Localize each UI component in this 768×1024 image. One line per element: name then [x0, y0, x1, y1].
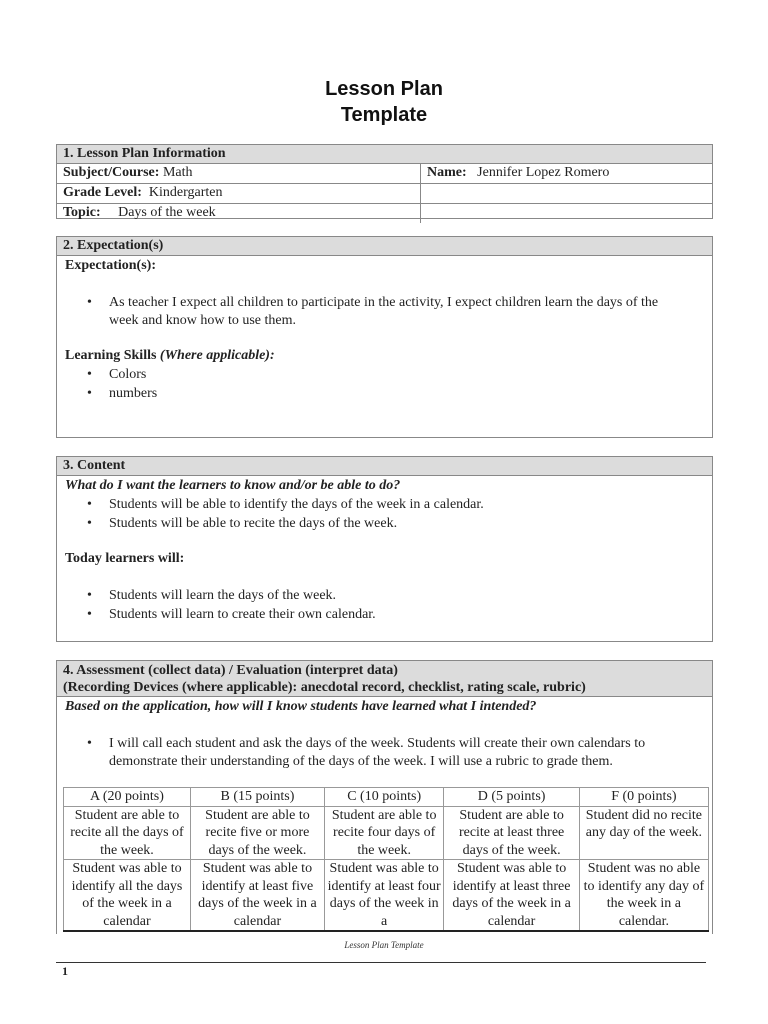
grade-value: Kindergarten [148, 185, 223, 200]
skills-label: Learning Skills [65, 348, 160, 363]
rubric-row [64, 806, 709, 860]
expectations-label: Expectation(s): [65, 258, 156, 273]
name-value: Jennifer Lopez Romero [477, 165, 610, 180]
rubric-cell: Student did no recite any day of the week. [579, 806, 708, 860]
rubric-cell: Student are able to recite at least three days of the week. [444, 806, 579, 860]
content-question: What do I want the learners to know and/or be able to do? [65, 478, 401, 493]
today-label: Today learners will: [65, 551, 185, 566]
title-line1: Lesson Plan [325, 78, 443, 100]
rubric-cell: Student was able to identify all the days of the week in a calendar [64, 860, 191, 932]
rubric-header: B (15 points) [190, 788, 324, 807]
assessment-line: demonstrate their understanding of the days of the week. I will use a rubric to grade them. [109, 754, 613, 769]
rubric-header: C (10 points) [324, 788, 443, 807]
rubric-table [63, 787, 709, 932]
section-content: 3. Content What do I want the learners to know and/or be able to do? • Students will be able to identify the days of the week in a calendar. • Students will be able to recite the days of the week. Today learners will: • Students will learn the days of the week. • Students will learn to create their own calendar. [56, 456, 713, 642]
skills-note: (Where applicable): [159, 348, 275, 363]
rubric-cell: Student are able to recite four days of the week. [324, 806, 443, 860]
rubric-cell: Student are able to recite five or more days of the week. [190, 806, 324, 860]
section-header: 3. Content [57, 457, 712, 476]
goal-item: Students will be able to identify the days of the week in a calendar. [109, 497, 484, 512]
expectation-line: week and know how to use them. [109, 313, 297, 328]
expectation-line: As teacher I expect all children to participate in the activity, I expect children learn the days of the [109, 295, 659, 310]
rubric-cell: Student are able to recite all the days of the week. [64, 806, 191, 860]
section-header: 4. Assessment (collect data) / Evaluation (interpret data) (Recording Devices (where applicable): anecdotal record, checklist, rating scale, rubric) [57, 661, 712, 697]
rubric-header: D (5 points) [444, 788, 579, 807]
goal-item: Students will be able to recite the days of the week. [109, 516, 398, 531]
assessment-question: Based on the application, how will I know students have learned what I intended? [65, 699, 537, 714]
name-label: Name: [427, 165, 467, 180]
topic-value: Days of the week [118, 205, 216, 220]
grade-label: Grade Level: [63, 185, 142, 200]
rubric-row [64, 860, 709, 932]
footer-text: Lesson Plan Template [344, 940, 424, 950]
rubric-header-row [64, 788, 709, 807]
assessment-line: I will call each student and ask the days of the week. Students will create their own calendars to [109, 736, 646, 751]
skill-item: Colors [109, 367, 147, 382]
page-number: 1 [62, 964, 68, 978]
section-lesson-info [56, 144, 713, 219]
section-header: 1. Lesson Plan Information [57, 145, 712, 164]
subject-value: Math [162, 165, 193, 180]
topic-label: Topic: [63, 205, 101, 220]
rubric-header: F (0 points) [579, 788, 708, 807]
section-header: 2. Expectation(s) [57, 237, 712, 256]
rubric-cell: Student was able to identify at least four days of the week in a [324, 860, 443, 932]
rubric-header: A (20 points) [64, 788, 191, 807]
rubric-cell: Student was able to identify at least five days of the week in a calendar [190, 860, 324, 932]
subject-label: Subject/Course: [63, 165, 160, 180]
title-line2: Template [340, 104, 428, 126]
today-item: Students will learn the days of the week. [109, 588, 337, 603]
rubric-cell: Student was no able to identify any day of the week in a calendar. [579, 860, 708, 932]
section-assessment: 4. Assessment (collect data) / Evaluation (interpret data) (Recording Devices (where applicable): anecdotal record, checklist, rating scale, rubric) Based on the application, how will I know students have learned what I intended? • I will call each student and ask the days of the week. Students will create their own calendars to demonstrate their understanding of the days of the week. I will use a rubric to grade them. A (20 points) B (15 points) C (10 points) D (5 points) F (0 points) Student are able to recite all the days of the week. Student are able to recite five or more days of the week. Student are able to recite four days of the week. Student are able to recite at least three days of the week. Student did no recite any day of the week. Student was able to identify all the days of the week in a calendar Student was able to identify at least five days of the week in a calendar Student was able to identify at least four days of the week in a Student was able to identify at least three days of the week in a calendar Student was no able to identify any day of the week in a calendar. [56, 660, 713, 934]
section-expectations: 2. Expectation(s) Expectation(s): • As teacher I expect all children to participate in the activity, I expect children learn the days of the week and know how to use them. Learning Skills (Where applicable): • Colors • numbers [56, 236, 713, 438]
rubric-cell: Student was able to identify at least three days of the week in a calendar [444, 860, 579, 932]
footer-divider [56, 962, 706, 963]
skill-item: numbers [109, 386, 158, 401]
today-item: Students will learn to create their own calendar. [109, 607, 376, 622]
